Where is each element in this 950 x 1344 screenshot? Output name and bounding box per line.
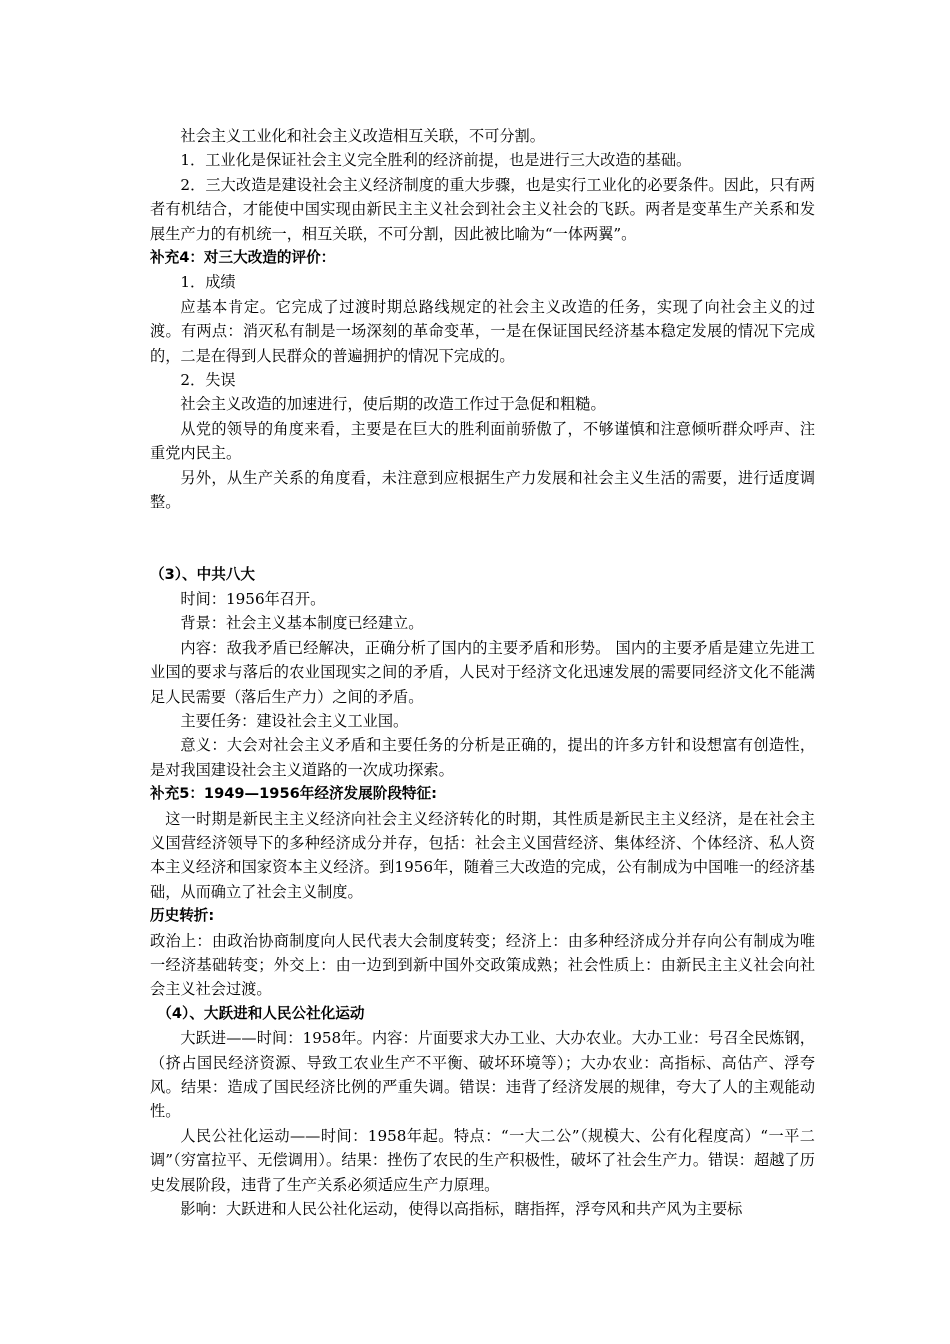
paragraph: 大跃进——时间：1958年。内容：片面要求大办工业、大办农业。大办工业：号召全民炼钢，（挤占国民经济资源、导致工农业生产不平衡、破坏环境等）；大办农业：高指标、高估产、浮夸风。结果：造成了国民经济比例的严重失调。错误：违背了经济发展的规律，夸大了人的主观能动性。 xyxy=(150,1029,815,1121)
spacer xyxy=(150,515,815,563)
section-heading: （3）、中共八大 xyxy=(150,565,256,583)
document-page xyxy=(150,124,815,1221)
paragraph: 1．工业化是保证社会主义完全胜利的经济前提，也是进行三大改造的基础。 xyxy=(180,151,692,170)
paragraph: 从党的领导的角度来看，主要是在巨大的胜利面前骄傲了，不够谨慎和注意倾听群众呼声、注重党内民主。 xyxy=(150,419,815,463)
paragraph: 意义：大会对社会主义矛盾和主要任务的分析是正确的，提出的许多方针和设想富有创造性，是对我国建设社会主义道路的一次成功探索。 xyxy=(150,736,815,779)
paragraph: 2．失误 xyxy=(180,371,236,390)
paragraph: 人民公社化运动——时间：1958年起。特点：“一大二公”（规模大、公有化程度高）“一平二调”（穷富拉平、无偿调用）。结果：挫伤了农民的生产积极性，破坏了社会生产力。错误：超越了历史发展阶段，违背了生产关系必须适应生产力原理。 xyxy=(150,1126,815,1194)
paragraph: 1．成绩 xyxy=(180,273,236,292)
paragraph: 影响：大跃进和人民公社化运动，使得以高指标，瞎指挥，浮夸风和共产风为主要标 xyxy=(180,1200,743,1219)
paragraph: 社会主义工业化和社会主义改造相互关联，不可分割。 xyxy=(180,127,545,145)
paragraph: 社会主义改造的加速进行，使后期的改造工作过于急促和粗糙。 xyxy=(180,395,606,414)
paragraph: 内容：敌我矛盾已经解决，正确分析了国内的主要矛盾和形势。 国内的主要矛盾是建立先进工业国的要求与落后的农业国现实之间的矛盾，人民对于经济文化迅速发展的需要同经济文化不能满足人民需要（落后生产力）之间的矛盾。 xyxy=(150,638,815,706)
paragraph: 这一时期是新民主主义经济向社会主义经济转化的时期，其性质是新民主主义经济，是在社会主义国营经济领导下的多种经济成分并存，包括：社会主义国营经济、集体经济、个体经济、私人资本主义经济和国家资本主义经济。到1956年，随着三大改造的完成，公有制成为中国唯一的经济基础，从而确立了社会主义制度。 xyxy=(150,809,815,901)
section-heading: 历史转折: xyxy=(150,907,215,925)
section-heading: 补充4：对三大改造的评价： xyxy=(150,249,336,267)
section-heading: 补充5：1949—1956年经济发展阶段特征: xyxy=(150,785,437,803)
section-heading: （4）、大跃进和人民公社化运动 xyxy=(157,1004,365,1022)
paragraph: 主要任务：建设社会主义工业国。 xyxy=(180,711,409,730)
paragraph: 2．三大改造是建设社会主义经济制度的重大步骤，也是实行工业化的必要条件。因此，只有两者有机结合，才能使中国实现由新民主主义社会到社会主义社会的飞跃。两者是变革生产关系和发展生产力的有机统一，相互关联，不可分割，因此被比喻为“一体两翼”。 xyxy=(150,175,815,243)
paragraph: 另外，从生产关系的角度看，未注意到应根据生产力发展和社会主义生活的需要，进行适度调整。 xyxy=(150,468,815,512)
paragraph: 背景：社会主义基本制度已经建立。 xyxy=(180,614,424,633)
paragraph: 时间：1956年召开。 xyxy=(180,589,326,608)
paragraph: 政治上：由政治协商制度向人民代表大会制度转变；经济上：由多种经济成分并存向公有制成为唯一经济基础转变；外交上：由一边到到新中国外交政策成熟；社会性质上：由新民主主义社会向社会主义社会过渡。 xyxy=(150,931,815,999)
paragraph: 应基本肯定。它完成了过渡时期总路线规定的社会主义改造的任务，实现了向社会主义的过渡。有两点：消灭私有制是一场深刻的革命变革，一是在保证国民经济基本稳定发展的情况下完成的，二是在得到人民群众的普遍拥护的情况下完成的。 xyxy=(150,297,815,365)
